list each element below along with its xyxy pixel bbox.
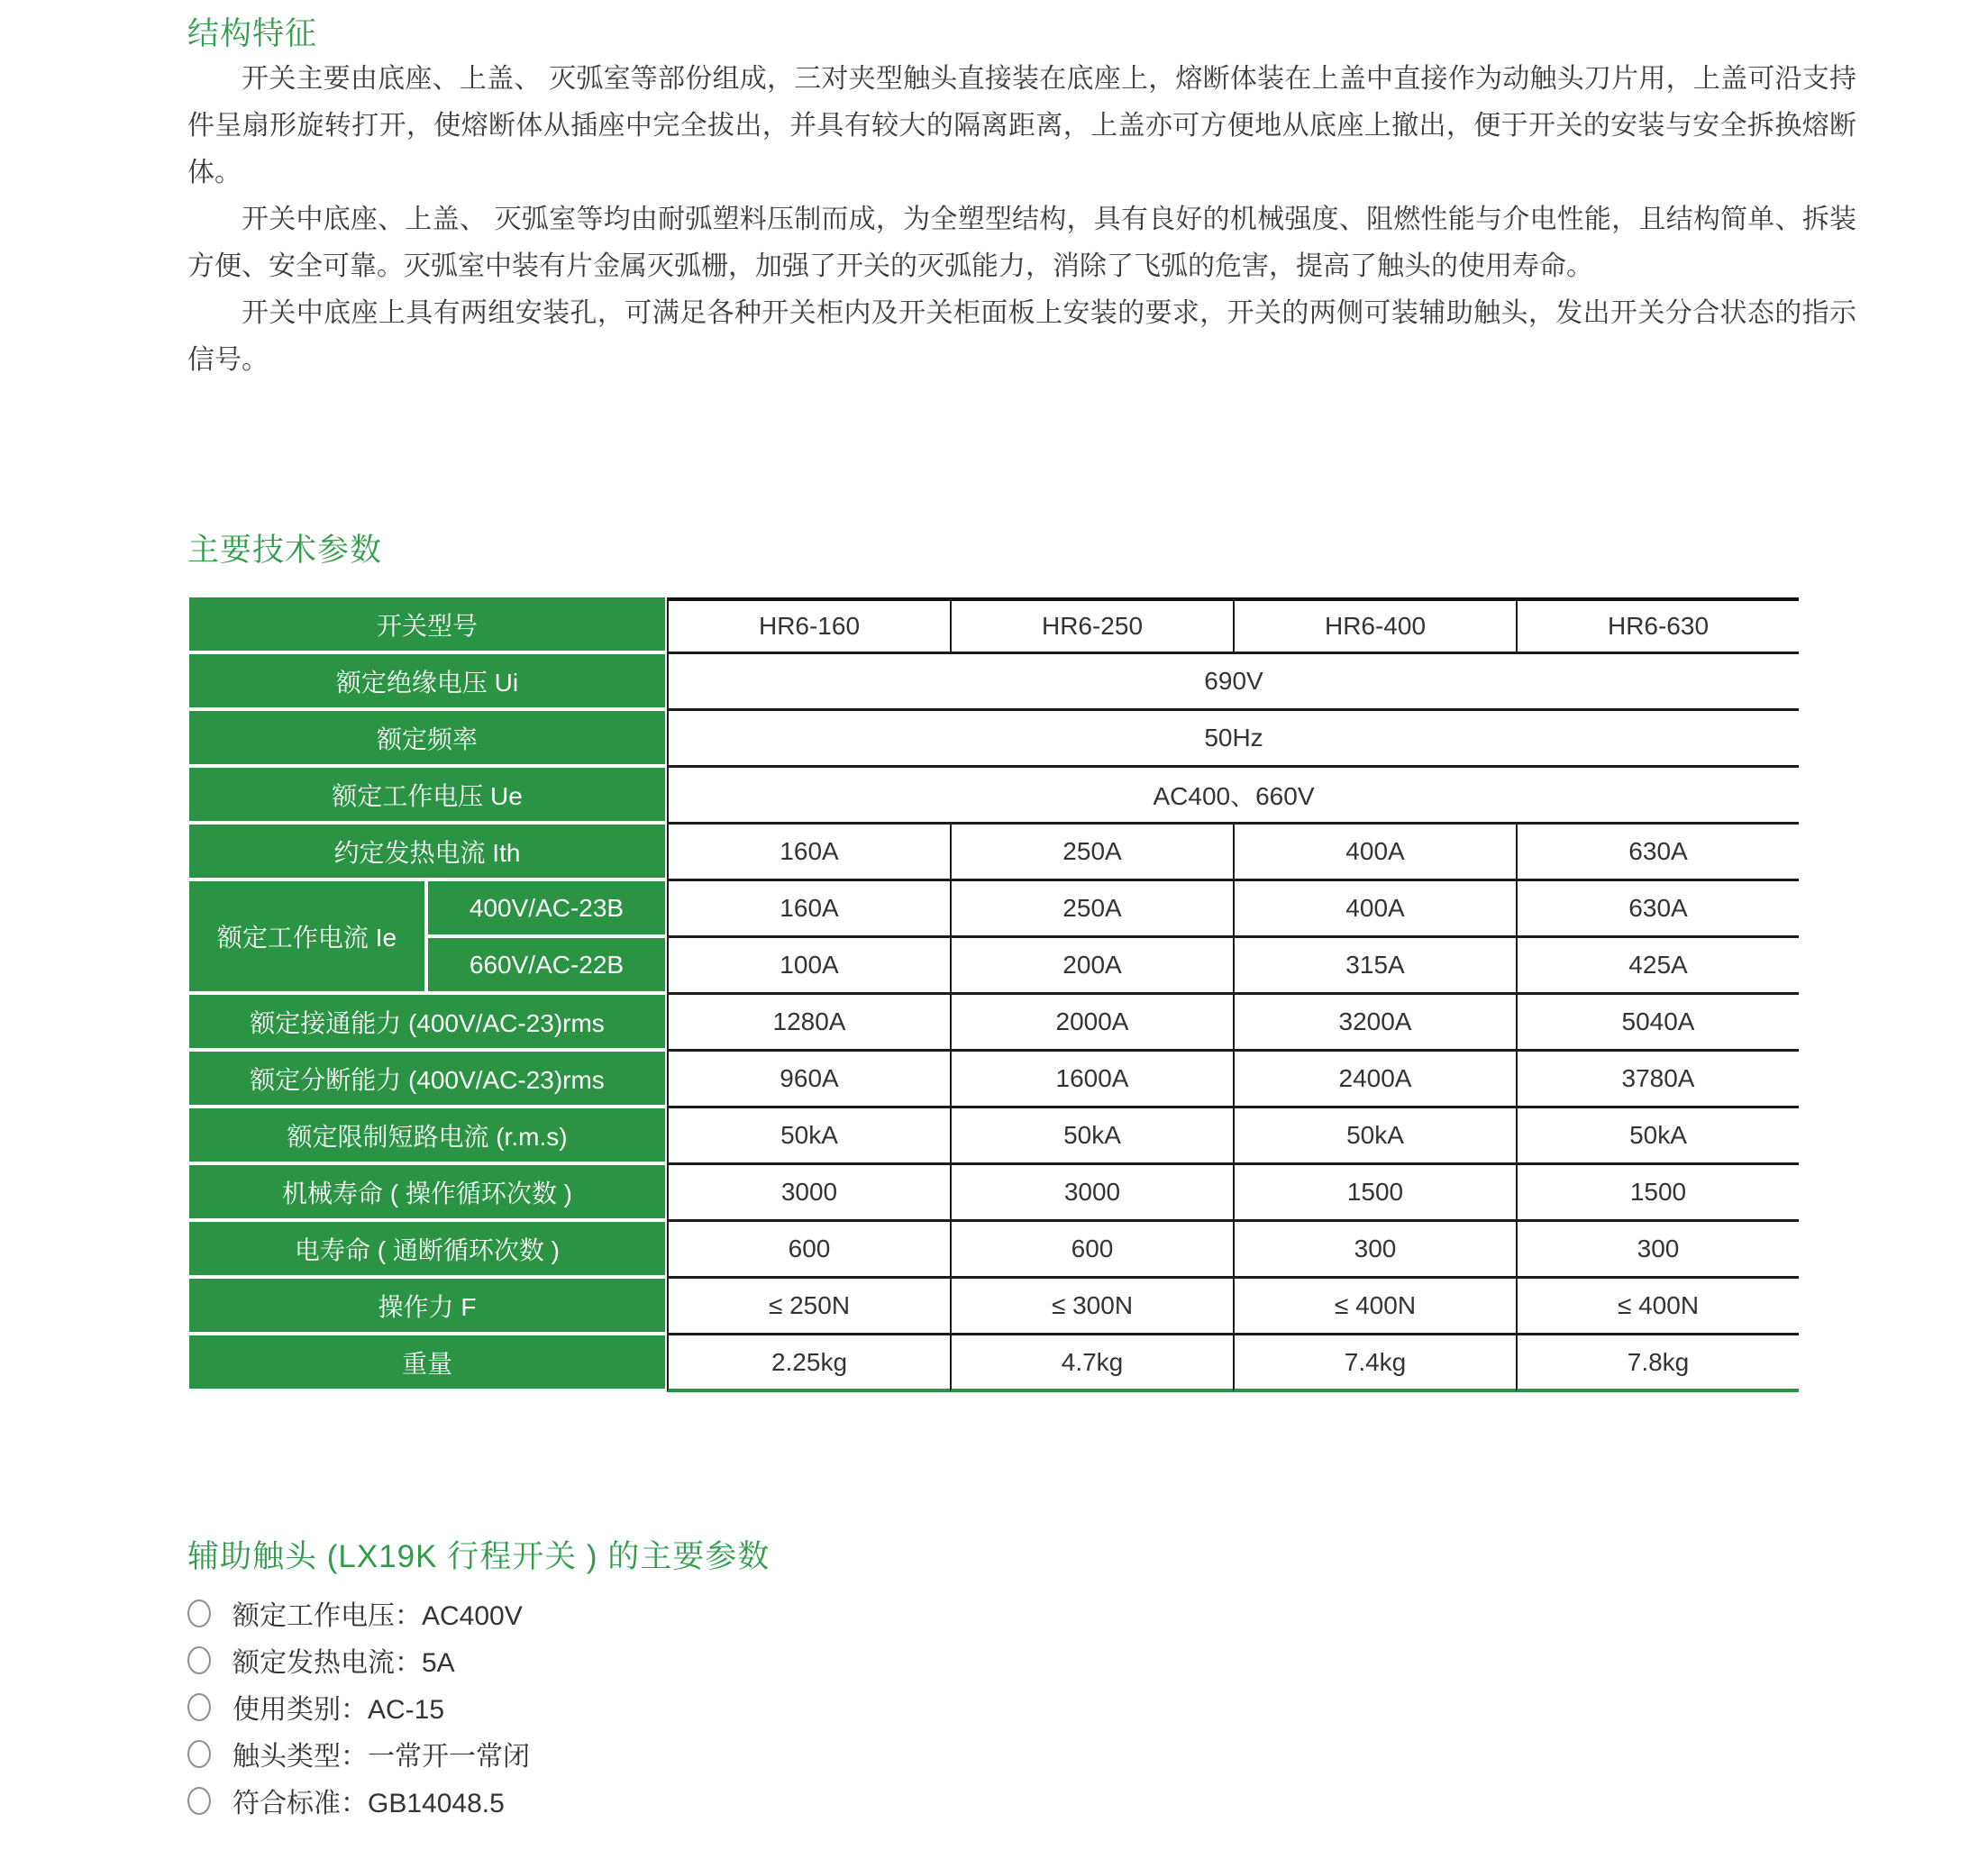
table-value-cell: 400A bbox=[1233, 825, 1516, 881]
list-item bbox=[187, 1590, 530, 1636]
table-value-cell: 1600A bbox=[950, 1052, 1233, 1108]
circle-bullet-icon bbox=[187, 1599, 211, 1627]
table-value-cell: 5040A bbox=[1516, 995, 1799, 1052]
auxiliary-list bbox=[187, 1590, 530, 1824]
table-value-cell: 50kA bbox=[1233, 1108, 1516, 1165]
list-item bbox=[187, 1777, 530, 1824]
table-value-cell: 400A bbox=[1233, 881, 1516, 938]
circle-bullet-icon bbox=[187, 1740, 211, 1768]
table-value-cell: 160A bbox=[667, 881, 950, 938]
table-value-cell: 50kA bbox=[950, 1108, 1233, 1165]
table-value-cell: 4.7kg bbox=[950, 1335, 1233, 1392]
section-title-auxiliary: 辅助触头 (LX19K 行程开关 ) 的主要参数 bbox=[187, 1539, 771, 1574]
structure-paragraphs bbox=[187, 56, 1856, 384]
table-label-ue: 额定工作电压 Ue bbox=[189, 768, 667, 825]
table-value-cell: 630A bbox=[1516, 881, 1799, 938]
table-value-cell: 425A bbox=[1516, 938, 1799, 995]
table-label-operating-force: 操作力 F bbox=[189, 1279, 667, 1335]
table-value-frequency: 50Hz bbox=[667, 711, 1799, 768]
table-value-cell: 7.4kg bbox=[1233, 1335, 1516, 1392]
paragraph-mounting: 开关中底座上具有两组安装孔，可满足各种开关柜内及开关柜面板上安装的要求，开关的两侧可装辅助触头，发出开关分合状态的指示信号。 bbox=[187, 298, 1856, 375]
table-label-ui: 额定绝缘电压 Ui bbox=[189, 654, 667, 711]
table-value-cell: 50kA bbox=[1516, 1108, 1799, 1165]
circle-bullet-icon bbox=[187, 1646, 211, 1674]
table-value-cell: 315A bbox=[1233, 938, 1516, 995]
table-label-ie: 额定工作电流 Ie bbox=[189, 881, 428, 995]
table-label-frequency: 额定频率 bbox=[189, 711, 667, 768]
table-model-cell: HR6-630 bbox=[1516, 597, 1799, 654]
table-value-cell: 3200A bbox=[1233, 995, 1516, 1052]
table-value-cell: 2000A bbox=[950, 995, 1233, 1052]
section-title-parameters: 主要技术参数 bbox=[187, 533, 383, 568]
paragraph-overview: 开关主要由底座、上盖、 灭弧室等部份组成，三对夹型触头直接装在底座上，熔断体装在上盖中直接作为动触头刀片用，上盖可沿支持件呈扇形旋转打开，使熔断体从插座中完全拔出，并具有较大的隔离距离，上盖亦可方便地从底座上撤出，便于开关的安装与安全拆换熔断体。 bbox=[187, 64, 1856, 187]
table-model-cell: HR6-400 bbox=[1233, 597, 1516, 654]
table-value-cell: 1500 bbox=[1516, 1165, 1799, 1222]
parameters-table bbox=[189, 597, 1799, 1392]
section-title-structure: 结构特征 bbox=[187, 16, 318, 51]
table-value-cell: 3000 bbox=[667, 1165, 950, 1222]
list-item bbox=[187, 1730, 530, 1777]
table-value-cell: 7.8kg bbox=[1516, 1335, 1799, 1392]
table-value-cell: 250A bbox=[950, 825, 1233, 881]
table-value-cell: 300 bbox=[1516, 1222, 1799, 1279]
table-value-cell: 3000 bbox=[950, 1165, 1233, 1222]
table-label-model: 开关型号 bbox=[189, 597, 667, 654]
table-value-cell: 300 bbox=[1233, 1222, 1516, 1279]
table-label-short-circuit: 额定限制短路电流 (r.m.s) bbox=[189, 1108, 667, 1165]
table-value-cell: 600 bbox=[950, 1222, 1233, 1279]
table-value-ue: AC400、660V bbox=[667, 768, 1799, 825]
table-sublabel-400v: 400V/AC-23B bbox=[428, 881, 667, 938]
table-value-cell: 3780A bbox=[1516, 1052, 1799, 1108]
table-model-cell: HR6-250 bbox=[950, 597, 1233, 654]
paragraph-material: 开关中底座、上盖、 灭弧室等均由耐弧塑料压制而成，为全塑型结构，具有良好的机械强度、阻燃性能与介电性能，且结构简单、拆装方便、安全可靠。灭弧室中装有片金属灭弧栅，加强了开关的灭弧能力，消除了飞弧的危害，提高了触头的使用寿命。 bbox=[187, 205, 1856, 281]
table-label-mechanical-life: 机械寿命 ( 操作循环次数 ) bbox=[189, 1165, 667, 1222]
table-value-cell: 960A bbox=[667, 1052, 950, 1108]
table-value-cell: 2.25kg bbox=[667, 1335, 950, 1392]
table-label-breaking-capacity: 额定分断能力 (400V/AC-23)rms bbox=[189, 1052, 667, 1108]
list-item-text: 符合标准：GB14048.5 bbox=[233, 1789, 505, 1818]
table-model-cell: HR6-160 bbox=[667, 597, 950, 654]
table-value-cell: 600 bbox=[667, 1222, 950, 1279]
table-value-cell: ≤ 300N bbox=[950, 1279, 1233, 1335]
table-value-cell: 1500 bbox=[1233, 1165, 1516, 1222]
table-value-cell: ≤ 400N bbox=[1516, 1279, 1799, 1335]
table-value-cell: 630A bbox=[1516, 825, 1799, 881]
list-item-text: 额定发热电流：5A bbox=[233, 1648, 455, 1678]
list-item-text: 使用类别：AC-15 bbox=[233, 1695, 445, 1725]
table-value-cell: ≤ 400N bbox=[1233, 1279, 1516, 1335]
list-item bbox=[187, 1636, 530, 1683]
table-label-weight: 重量 bbox=[189, 1335, 667, 1392]
table-sublabel-660v: 660V/AC-22B bbox=[428, 938, 667, 995]
table-value-cell: 1280A bbox=[667, 995, 950, 1052]
table-label-ith: 约定发热电流 Ith bbox=[189, 825, 667, 881]
table-value-cell: 160A bbox=[667, 825, 950, 881]
table-value-cell: 100A bbox=[667, 938, 950, 995]
table-value-cell: 2400A bbox=[1233, 1052, 1516, 1108]
table-value-cell: 50kA bbox=[667, 1108, 950, 1165]
circle-bullet-icon bbox=[187, 1693, 211, 1721]
list-item-text: 触头类型：一常开一常闭 bbox=[233, 1742, 530, 1772]
table-value-cell: 250A bbox=[950, 881, 1233, 938]
list-item-text: 额定工作电压：AC400V bbox=[233, 1601, 523, 1631]
table-label-making-capacity: 额定接通能力 (400V/AC-23)rms bbox=[189, 995, 667, 1052]
table-value-ui: 690V bbox=[667, 654, 1799, 711]
table-value-cell: ≤ 250N bbox=[667, 1279, 950, 1335]
table-label-electrical-life: 电寿命 ( 通断循环次数 ) bbox=[189, 1222, 667, 1279]
table-value-cell: 200A bbox=[950, 938, 1233, 995]
list-item bbox=[187, 1683, 530, 1730]
circle-bullet-icon bbox=[187, 1787, 211, 1815]
